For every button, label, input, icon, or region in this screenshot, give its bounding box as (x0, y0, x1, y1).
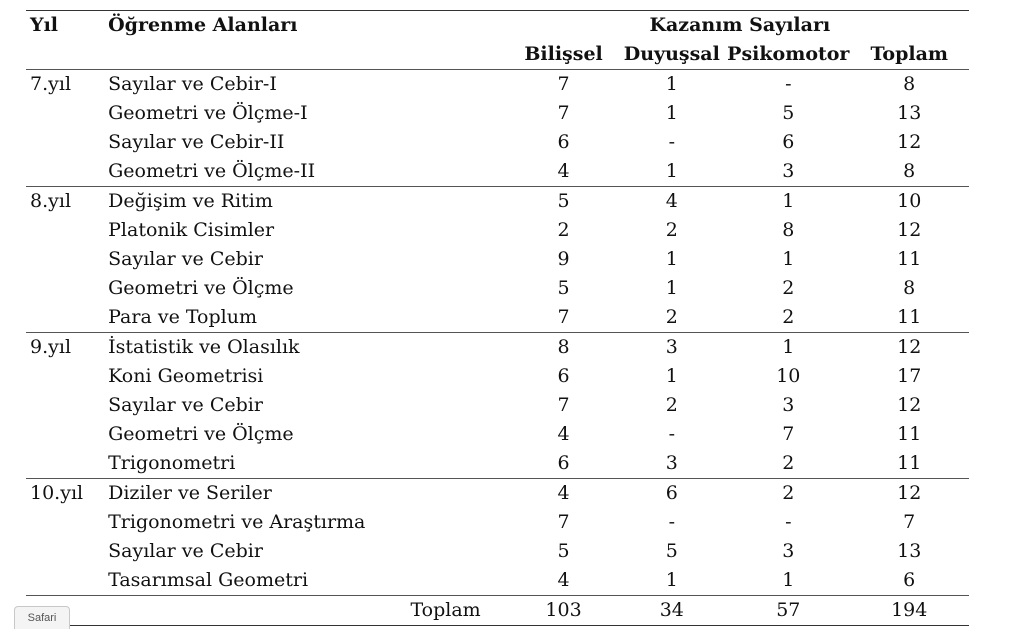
table-row (26, 187, 969, 217)
bilissel-cell: 7 (557, 102, 570, 124)
col-header-area: Öğrenme Alanları (108, 14, 298, 36)
psikomotor-cell: - (727, 70, 849, 100)
area-cell: Sayılar ve Cebir (108, 540, 263, 562)
bilissel-cell: 6 (557, 131, 570, 153)
table-row (26, 391, 969, 420)
psikomotor-cell: 6 (782, 131, 795, 153)
area-cell: İstatistik ve Olasılık (108, 333, 511, 363)
table-row (26, 479, 969, 509)
bilissel-cell: 8 (511, 333, 617, 363)
col-header-psikomotor: Psikomotor (727, 43, 850, 65)
bilissel-cell: 6 (557, 452, 570, 474)
year-cell (26, 420, 108, 449)
bilissel-cell: 5 (557, 540, 570, 562)
total-toplam: 194 (849, 596, 969, 626)
duyussal-cell: 1 (665, 569, 678, 591)
year-cell (26, 537, 108, 566)
duyussal-cell: 2 (665, 394, 678, 416)
bilissel-cell: 4 (557, 423, 570, 445)
psikomotor-cell: 2 (782, 452, 795, 474)
year-cell (26, 566, 108, 596)
year-cell (26, 508, 108, 537)
toplam-cell: 11 (897, 452, 922, 474)
year-cell (26, 274, 108, 303)
toplam-cell: 6 (903, 569, 916, 591)
duyussal-cell: - (668, 131, 676, 153)
table-row (26, 362, 969, 391)
bilissel-cell: 6 (557, 365, 570, 387)
psikomotor-cell: 1 (727, 333, 849, 363)
psikomotor-cell: 2 (782, 306, 795, 328)
duyussal-cell: 1 (665, 365, 678, 387)
bilissel-cell: 4 (511, 479, 617, 509)
area-cell: Geometri ve Ölçme-I (108, 102, 308, 124)
area-cell: Sayılar ve Cebir-II (108, 131, 285, 153)
table-row (26, 274, 969, 303)
area-cell: Geometri ve Ölçme (108, 423, 294, 445)
table-row (26, 508, 969, 537)
area-cell: Sayılar ve Cebir (108, 248, 263, 270)
toplam-cell: 7 (903, 511, 916, 533)
psikomotor-cell: 1 (727, 187, 849, 217)
area-cell: Platonik Cisimler (108, 219, 275, 241)
year-cell (26, 449, 108, 479)
bilissel-cell: 7 (557, 306, 570, 328)
table-row (26, 216, 969, 245)
bilissel-cell: 9 (557, 248, 570, 270)
psikomotor-cell: 1 (782, 248, 795, 270)
toplam-cell: 10 (849, 187, 969, 217)
bilissel-cell: 5 (557, 277, 570, 299)
duyussal-cell: 1 (665, 102, 678, 124)
table-row (26, 303, 969, 333)
table-row (26, 128, 969, 157)
area-cell: Tasarımsal Geometri (108, 569, 309, 591)
psikomotor-cell: 2 (782, 277, 795, 299)
duyussal-cell: - (668, 511, 676, 533)
toplam-cell: 13 (897, 540, 922, 562)
toplam-cell: 17 (897, 365, 922, 387)
year-cell: 10.yıl (26, 479, 108, 509)
duyussal-cell: 1 (616, 70, 727, 100)
psikomotor-cell: 3 (782, 394, 795, 416)
duyussal-cell: 6 (616, 479, 727, 509)
psikomotor-cell: 2 (727, 479, 849, 509)
psikomotor-cell: 1 (782, 569, 795, 591)
table-row (26, 245, 969, 274)
year-cell (26, 157, 108, 187)
year-cell: 8.yıl (26, 187, 108, 217)
area-cell: Sayılar ve Cebir-I (108, 70, 511, 100)
toplam-cell: 12 (849, 479, 969, 509)
area-cell: Koni Geometrisi (108, 365, 264, 387)
total-row (26, 596, 969, 626)
table-body (26, 70, 969, 596)
psikomotor-cell: 8 (782, 219, 795, 241)
duyussal-cell: - (668, 423, 676, 445)
col-header-bilissel: Bilişsel (524, 43, 603, 65)
col-header-duyussal: Duyuşsal (623, 43, 720, 65)
toplam-cell: 12 (849, 333, 969, 363)
table-row (26, 333, 969, 363)
bilissel-cell: 4 (557, 160, 570, 182)
toplam-cell: 12 (897, 131, 922, 153)
duyussal-cell: 3 (665, 452, 678, 474)
toplam-cell: 11 (897, 423, 922, 445)
duyussal-cell: 1 (665, 277, 678, 299)
area-cell: Trigonometri (108, 452, 236, 474)
psikomotor-cell: 3 (782, 540, 795, 562)
bilissel-cell: 5 (511, 187, 617, 217)
toplam-cell: 12 (897, 219, 922, 241)
toplam-cell: 12 (897, 394, 922, 416)
year-cell: 7.yıl (26, 70, 108, 100)
header-row-2 (26, 40, 969, 70)
learning-areas-table (26, 10, 969, 626)
col-header-year: Yıl (30, 14, 58, 36)
year-cell (26, 216, 108, 245)
table-row (26, 157, 969, 187)
area-cell: Değişim ve Ritim (108, 187, 511, 217)
year-cell (26, 245, 108, 274)
col-header-toplam: Toplam (870, 43, 948, 65)
year-cell (26, 128, 108, 157)
duyussal-cell: 5 (665, 540, 678, 562)
header-row-1 (26, 11, 969, 41)
bilissel-cell: 7 (557, 394, 570, 416)
bilissel-cell: 4 (557, 569, 570, 591)
area-cell: Para ve Toplum (108, 306, 257, 328)
table-row (26, 537, 969, 566)
psikomotor-cell: 3 (782, 160, 795, 182)
total-label: Toplam (108, 596, 511, 626)
psikomotor-cell: - (785, 511, 792, 533)
safari-tab[interactable]: Safari (14, 606, 70, 629)
year-cell (26, 391, 108, 420)
psikomotor-cell: 10 (776, 365, 801, 387)
area-cell: Geometri ve Ölçme (108, 277, 294, 299)
table-row (26, 449, 969, 479)
table-row (26, 99, 969, 128)
total-psikomotor: 57 (727, 596, 849, 626)
duyussal-cell: 4 (616, 187, 727, 217)
duyussal-cell: 2 (665, 306, 678, 328)
area-cell: Trigonometri ve Araştırma (108, 511, 366, 533)
table-row (26, 70, 969, 100)
toplam-cell: 11 (897, 306, 922, 328)
col-header-group: Kazanım Sayıları (649, 14, 831, 36)
duyussal-cell: 1 (665, 248, 678, 270)
total-duyussal: 34 (616, 596, 727, 626)
year-cell (26, 362, 108, 391)
psikomotor-cell: 5 (782, 102, 795, 124)
toplam-cell: 13 (897, 102, 922, 124)
psikomotor-cell: 7 (782, 423, 795, 445)
bilissel-cell: 2 (557, 219, 570, 241)
toplam-cell: 8 (903, 160, 916, 182)
area-cell: Geometri ve Ölçme-II (108, 160, 316, 182)
total-bilissel: 103 (511, 596, 617, 626)
toplam-cell: 8 (849, 70, 969, 100)
bilissel-cell: 7 (557, 511, 570, 533)
year-cell: 9.yıl (26, 333, 108, 363)
toplam-cell: 11 (897, 248, 922, 270)
duyussal-cell: 2 (665, 219, 678, 241)
table-row (26, 420, 969, 449)
bilissel-cell: 7 (511, 70, 617, 100)
year-cell (26, 99, 108, 128)
toplam-cell: 8 (903, 277, 916, 299)
area-cell: Sayılar ve Cebir (108, 394, 263, 416)
duyussal-cell: 3 (616, 333, 727, 363)
duyussal-cell: 1 (665, 160, 678, 182)
table-row (26, 566, 969, 596)
area-cell: Diziler ve Seriler (108, 479, 511, 509)
year-cell (26, 303, 108, 333)
